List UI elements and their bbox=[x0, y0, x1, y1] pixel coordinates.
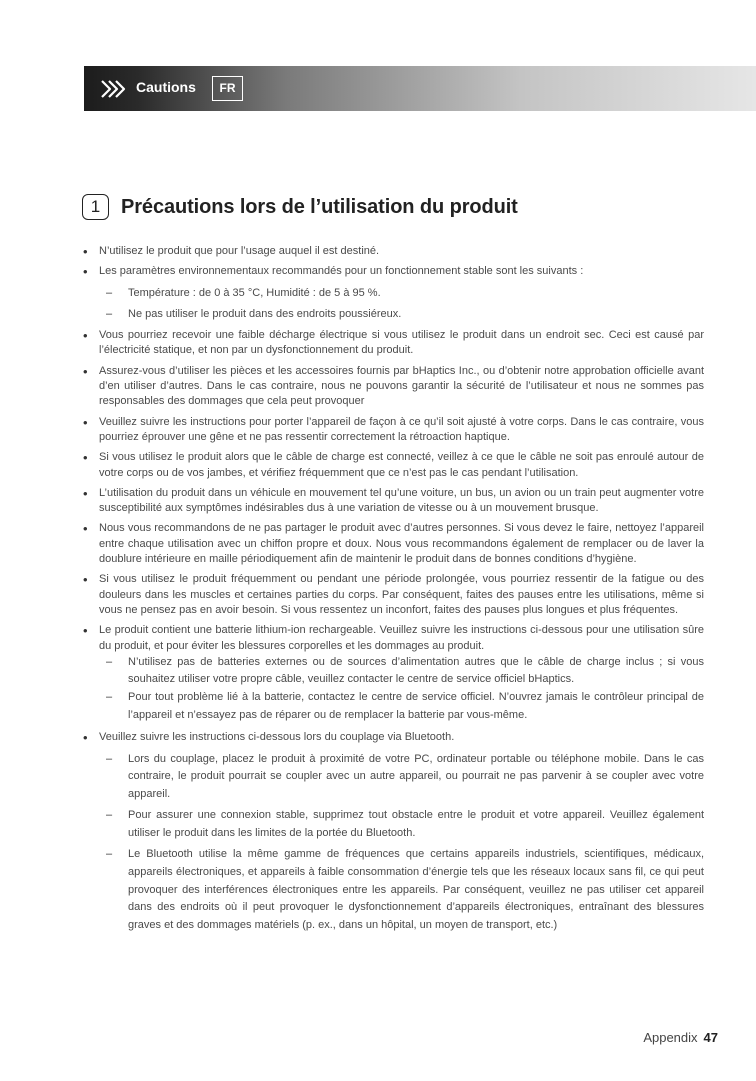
list-item: • Nous vous recommandons de ne pas partager le produit avec d’autres personnes. Si vous devez le faire, nettoyez l’appareil entre chaque utilisation avec un chiffon propre et doux. Nous vous recommandons également de remplacer ou de laver la doublure intérieure en maille périodiquement afin de maintenir le produit dans de bonnes conditions d’hygiène. bbox=[80, 521, 704, 567]
list-item: • Si vous utilisez le produit fréquemment ou pendant une période prolongée, vous pourriez ressentir de la fatigue ou des douleurs dans les muscles et certaines parties du corps. Par conséquent, faites des pauses entre les utilisations, même si vous ne pensez pas en avoir besoin. Si vous ressentez un inconfort, faites des pauses plus longues et plus fréquentes. bbox=[80, 572, 704, 618]
sub-list-item: – Le Bluetooth utilise la même gamme de fréquences que certains appareils industriels, scientifiques, médicaux, appareils électroniques, et appareils à faible consommation d’énergie tels que les réseaux locaux sans fil, ce qui peut provoquer des interférences électroniques entre les appareils. Par conséquent, veuillez ne pas utiliser cet appareil dans des endroits où il peut provoquer le dysfonctionnement d’appareils électroniques, entraînant des blessures graves et des dommages matériels (p. ex., dans un hôpital, un moyen de transport, etc.) bbox=[80, 846, 704, 934]
sub-list-item: – Lors du couplage, placez le produit à proximité de votre PC, ordinateur portable ou téléphone mobile. Dans le cas contraire, le produit pourrait se coupler avec un autre appareil, ou pourrait ne pas parvenir à se coupler avec votre appareil. bbox=[80, 751, 704, 804]
double-chevron-icon bbox=[100, 79, 130, 99]
list-item: • Assurez-vous d’utiliser les pièces et les accessoires fournis par bHaptics Inc., ou d’obtenir notre approbation officielle avant d’en utiliser d’autres. Dans le cas contraire, nous ne pouvons garantir la sécurité de l’utilisateur et nous ne sommes pas responsables des dommages que cela peut provoquer bbox=[80, 364, 704, 410]
list-item: • Veuillez suivre les instructions ci-dessous lors du couplage via Bluetooth. bbox=[80, 730, 704, 745]
header-banner bbox=[84, 66, 756, 111]
list-item: • Si vous utilisez le produit alors que le câble de charge est connecté, veillez à ce que le câble ne soit pas enroulé autour de votre corps ou de vos jambes, et vérifiez fréquemment que ce n’est pas le cas pendant l’utilisation. bbox=[80, 450, 704, 481]
section-number: 1 bbox=[82, 194, 109, 220]
page-footer bbox=[643, 1030, 718, 1045]
section-title: Précautions lors de l’utilisation du produit bbox=[121, 195, 518, 218]
list-item: • N’utilisez le produit que pour l’usage auquel il est destiné. bbox=[80, 244, 704, 259]
sub-list-item: – Pour assurer une connexion stable, supprimez tout obstacle entre le produit et votre appareil. Veuillez également utiliser le produit dans les limites de la portée du Bluetooth. bbox=[80, 807, 704, 842]
language-badge: FR bbox=[212, 76, 243, 101]
banner-title: Cautions bbox=[136, 79, 196, 95]
list-item: • Vous pourriez recevoir une faible décharge électrique si vous utilisez le produit dans un endroit sec. Ceci est causé par l’électricité statique, et non par un dysfonctionnement du produit. bbox=[80, 328, 704, 359]
section-heading bbox=[82, 194, 518, 220]
list-item: • Veuillez suivre les instructions pour porter l’appareil de façon à ce qu’il soit ajusté à votre corps. Dans le cas contraire, vous pourriez éprouver une gêne et ne pas ressentir correctement la rétroaction haptique. bbox=[80, 415, 704, 446]
list-item: • L’utilisation du produit dans un véhicule en mouvement tel qu’une voiture, un bus, un avion ou un train peut augmenter votre susceptibilité aux symptômes indésirables dus à une variation de vitesse ou à un mouvement brusque. bbox=[80, 486, 704, 517]
cautions-list bbox=[80, 244, 704, 934]
list-item: • Les paramètres environnementaux recommandés pour un fonctionnement stable sont les suivants : bbox=[80, 264, 704, 279]
page-number: 47 bbox=[703, 1030, 718, 1045]
sub-list-item: – Ne pas utiliser le produit dans des endroits poussiéreux. bbox=[80, 307, 704, 322]
sub-list-item: – N’utilisez pas de batteries externes ou de sources d’alimentation autres que le câble de charge inclus ; si vous souhaitez utiliser votre propre câble, veuillez contacter le centre de service officiel bHaptics. bbox=[80, 654, 704, 689]
sub-list-item: – Température : de 0 à 35 °C, Humidité : de 5 à 95 %. bbox=[80, 286, 704, 301]
footer-label: Appendix bbox=[643, 1030, 698, 1045]
sub-list-item: – Pour tout problème lié à la batterie, contactez le centre de service officiel. N’ouvrez jamais le contrôleur principal de l’appareil et n’essayez pas de réparer ou de remplacer la batterie par vous-même. bbox=[80, 689, 704, 724]
list-item: • Le produit contient une batterie lithium-ion rechargeable. Veuillez suivre les instructions ci-dessous pour une utilisation sûre du produit, et pour éviter les blessures corporelles et les dommages au produit. bbox=[80, 623, 704, 654]
